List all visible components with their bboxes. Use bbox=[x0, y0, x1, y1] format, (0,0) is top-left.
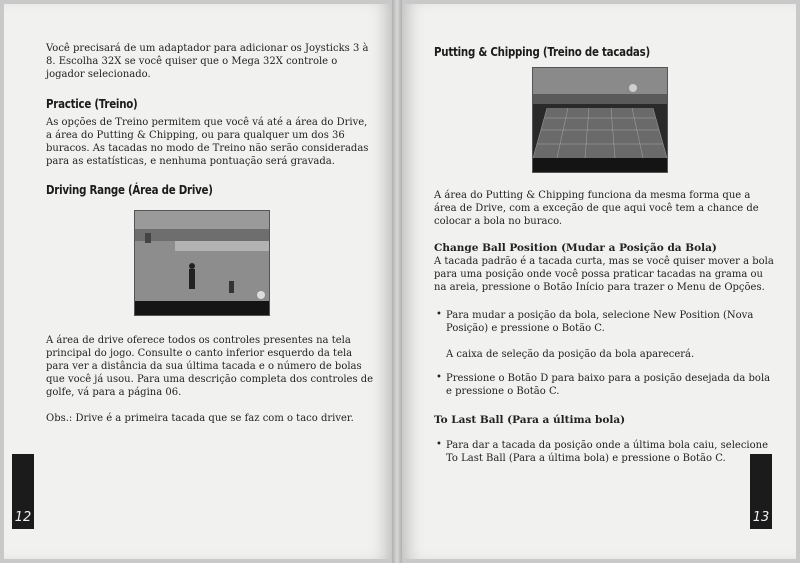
putting-chipping-heading: Putting & Chipping (Treino de tacadas) bbox=[434, 44, 650, 59]
book-gutter bbox=[392, 0, 402, 563]
left-page bbox=[4, 4, 392, 559]
driving-range-screenshot bbox=[134, 210, 270, 316]
driving-range-scene bbox=[135, 211, 269, 315]
driving-range-paragraph: A área de drive oferece todos os controles presentes na tela principal do jogo. Consulte o canto inferior esquerdo da tela para ver a distância da sua última tacada e o número de bolas que você já usou. Para uma descrição completa dos controles de golfe, vá para a página 06. bbox=[46, 335, 374, 398]
bullet-press-d bbox=[436, 372, 776, 398]
selection-box-note: A caixa de seleção da posição da bola aparecerá. bbox=[446, 349, 695, 360]
change-ball-position-heading: Change Ball Position (Mudar a Posição da Bola) bbox=[434, 242, 717, 254]
right-page bbox=[402, 4, 796, 559]
putting-green-scene bbox=[533, 68, 667, 172]
putting-green-screenshot bbox=[532, 67, 668, 173]
bullet-last-ball-text: Para dar a tacada da posição onde a última bola caiu, selecione To Last Ball (Para a última bola) e pressione o Botão C. bbox=[446, 440, 769, 464]
to-last-ball-heading: To Last Ball (Para a última bola) bbox=[434, 414, 626, 426]
practice-paragraph: As opções de Treino permitem que você vá até a área do Drive, a área do Putting & Chipping, ou para qualquer um dos 36 buracos. As tacadas no modo de Treino não serão consideradas para as estatísticas, e nenhuma pontuação será gravada. bbox=[46, 117, 369, 167]
bullet-press-d-text: Pressione o Botão D para baixo para a posição desejada da bola e pressione o Botão C. bbox=[446, 373, 771, 397]
driving-range-heading: Driving Range (Área de Drive) bbox=[46, 182, 213, 197]
bullet-new-position-text: Para mudar a posição da bola, selecione New Position (Nova Posição) e pressione o Botão C. bbox=[446, 310, 754, 334]
practice-heading: Practice (Treino) bbox=[46, 96, 138, 111]
putting-green-hud bbox=[533, 158, 667, 172]
change-ball-position-paragraph: A tacada padrão é a tacada curta, mas se você quiser mover a bola para uma posição onde você possa praticar tacadas na grama ou na areia, pressione o Botão Início para trazer o Menu de Opções. bbox=[434, 256, 774, 293]
bullet-last-ball bbox=[436, 439, 776, 465]
bullet-new-position bbox=[436, 309, 776, 335]
bullet-dot-icon: • bbox=[436, 439, 442, 450]
obs-note: Obs.: Drive é a primeira tacada que se faz com o taco driver. bbox=[46, 413, 354, 424]
intro-paragraph: Você precisará de um adaptador para adicionar os Joysticks 3 à 8. Escolha 32X se você quiser que o Mega 32X controle o jogador selecionado. bbox=[46, 43, 369, 80]
putting-paragraph: A área do Putting & Chipping funciona da mesma forma que a área de Drive, com a exceção de que aqui você tem a chance de colocar a bola no buraco. bbox=[434, 190, 759, 227]
driving-range-hud bbox=[135, 301, 269, 315]
page-number-left: 12 bbox=[12, 454, 34, 529]
page-number-right: 13 bbox=[750, 454, 772, 529]
bullet-dot-icon: • bbox=[436, 372, 442, 383]
bullet-dot-icon: • bbox=[436, 309, 442, 320]
